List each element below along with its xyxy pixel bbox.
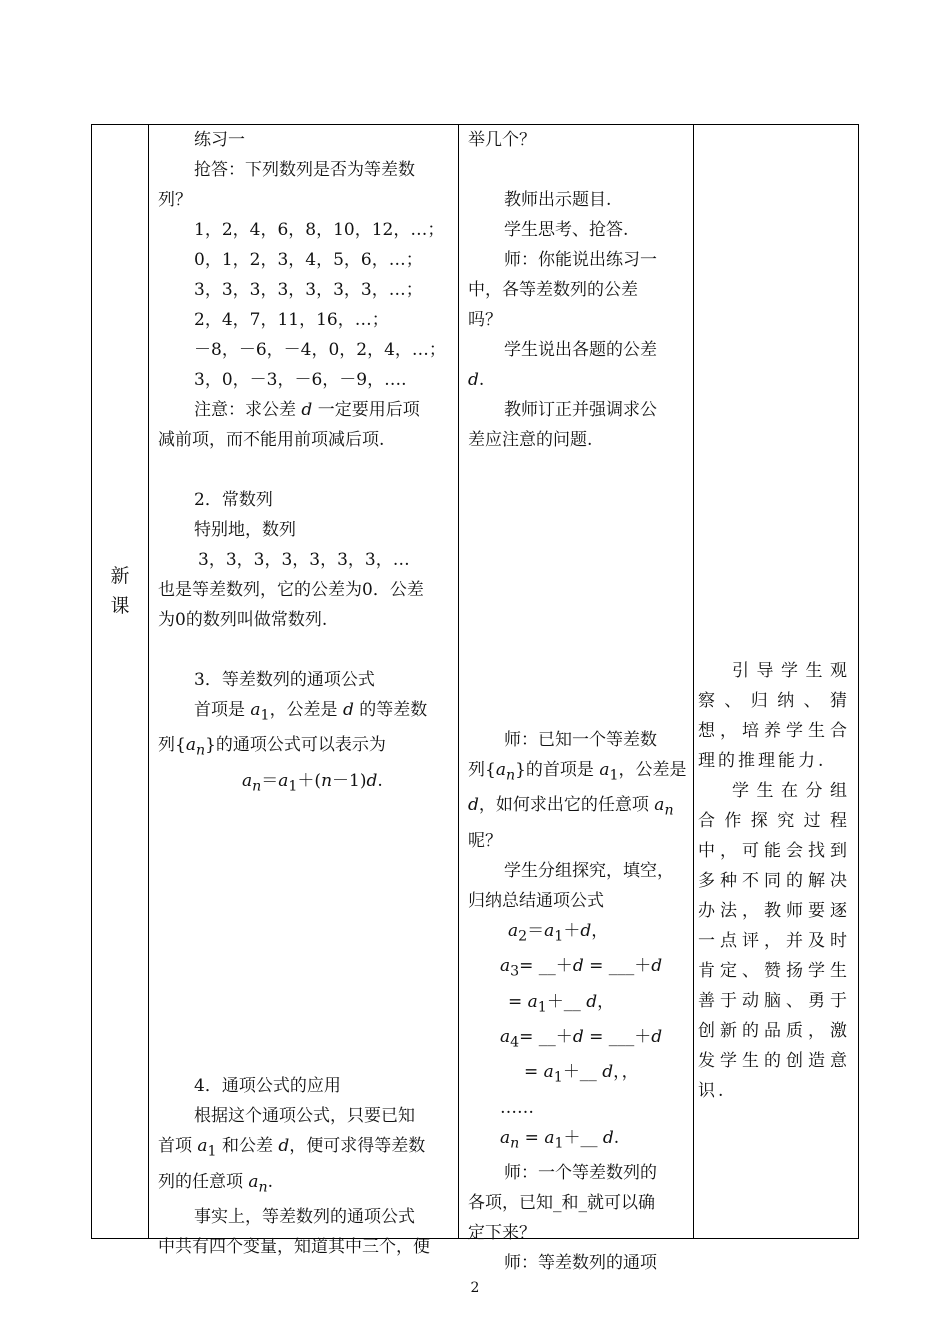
activity-line: 列$\{a_n\}$的首项是 $a_1$，公差是 xyxy=(468,760,687,784)
body-line: 根据这个通项公式，只要已知 xyxy=(194,1106,415,1127)
body-line: 也是等差数列，它的公差为0．公差 xyxy=(158,580,424,600)
note-line: 减前项，而不能用前项减后项. xyxy=(158,430,385,450)
section-label-text: 新课 xyxy=(110,565,130,617)
formula-step: = $a_1+\_\_$ d，， xyxy=(524,1062,639,1086)
page-number: 2 xyxy=(470,1280,480,1296)
intent-column xyxy=(698,656,850,1106)
activity-line: 师：已知一个等差数 xyxy=(504,730,657,750)
activity-line: 师：等差数列的通项 xyxy=(504,1253,657,1274)
activity-line: d. xyxy=(468,370,485,390)
body-line: 列的任意项 $a_n$. xyxy=(158,1171,274,1195)
sequence-line: 0，1，2，3，4，5，6，…； xyxy=(194,250,423,270)
sequence-line: 2，4，7，11，16，…； xyxy=(194,310,389,330)
content-column xyxy=(158,125,458,1262)
activity-line: 学生说出各题的公差 xyxy=(504,340,657,360)
lesson-table xyxy=(91,124,859,1274)
activity-line: d，如何求出它的任意项 $a_n$ xyxy=(468,795,674,819)
activity-line: 学生分组探究，填空， xyxy=(504,860,674,881)
body-line: 首项 $a_1$ 和公差 d，便可求得等差数 xyxy=(158,1136,426,1160)
sequence-line: 3，3，3，3，3，3，3，… xyxy=(198,550,410,570)
activity-line: 师：一个等差数列的 xyxy=(504,1163,657,1184)
column-divider xyxy=(693,125,694,1238)
body-line: 事实上，等差数列的通项公式 xyxy=(194,1206,415,1227)
activity-line: 中，各等差数列的公差 xyxy=(468,280,638,300)
activity-line: 各项，已知_和_就可以确 xyxy=(468,1193,655,1214)
formula-step: $a_n$ = $a_1+\_\_$ d. xyxy=(500,1127,620,1152)
activity-line: 归纳总结通项公式 xyxy=(468,890,604,911)
column-divider xyxy=(458,125,459,1238)
body-line: 列？ xyxy=(158,190,192,210)
body-line: 列$\{a_n\}$的通项公式可以表示为 xyxy=(158,735,386,759)
exercise-heading: 练习一 xyxy=(194,130,245,150)
subheading: 3．等差数列的通项公式 xyxy=(194,670,375,690)
activity-line: 师：你能说出练习一 xyxy=(504,250,657,270)
intent-paragraph: 学生在分组合作探究过程中，可能会找到多种不同的解决办法，教师要逐一点评，并及时肯定、赞扬学生善于动脑、勇于创新的品质，激发学生的创造意识. xyxy=(698,781,850,1101)
formula-step: …… xyxy=(500,1097,534,1118)
intent-paragraph: 引导学生观察、归纳、猜想，培养学生合理的推理能力. xyxy=(698,661,850,771)
formula-step: $a_4=$ __＋d = ___＋d xyxy=(500,1026,663,1051)
activity-line: 举几个？ xyxy=(468,130,536,150)
activity-line: 差应注意的问题. xyxy=(468,430,593,450)
body-line: 抢答：下列数列是否为等差数 xyxy=(194,160,415,180)
subheading: 2．常数列 xyxy=(194,490,273,510)
note-line: 注意：求公差 d 一定要用后项 xyxy=(194,400,420,420)
activity-line: 呢？ xyxy=(468,830,502,851)
formula: $a_n=a_1+(n-1)d$. xyxy=(242,770,383,795)
formula-step: $a_3=$ __＋d = ___＋d xyxy=(500,956,663,980)
activity-line: 教师订正并强调求公 xyxy=(504,400,657,420)
activity-line: 学生思考、抢答. xyxy=(504,220,629,240)
sequence-line: －8，－6，－4，0，2，4，…； xyxy=(194,340,446,360)
sequence-line: 1，2，4，6，8，10，12，…； xyxy=(194,220,445,240)
formula-step: = $a_1+\_\_$ d， xyxy=(508,991,615,1015)
activity-line: 吗？ xyxy=(468,310,502,330)
sequence-line: 3，0，－3，－6，－9，…. xyxy=(194,370,407,390)
body-line: 为0的数列叫做常数列. xyxy=(158,610,328,630)
activity-line: 教师出示题目. xyxy=(504,190,612,210)
body-line: 中共有四个变量，知道其中三个，便 xyxy=(158,1236,430,1257)
body-line: 特别地，数列 xyxy=(194,520,296,540)
body-line: 首项是 $a_1$，公差是 d 的等差数 xyxy=(194,700,428,724)
section-label xyxy=(92,561,148,621)
formula-step: $a_2=a_1+d$， xyxy=(508,920,609,945)
activity-line: 定下来？ xyxy=(468,1223,536,1244)
subheading: 4．通项公式的应用 xyxy=(194,1076,341,1097)
column-divider xyxy=(148,125,149,1238)
sequence-line: 3，3，3，3，3，3，3，…； xyxy=(194,280,423,300)
activity-column xyxy=(468,125,688,1278)
